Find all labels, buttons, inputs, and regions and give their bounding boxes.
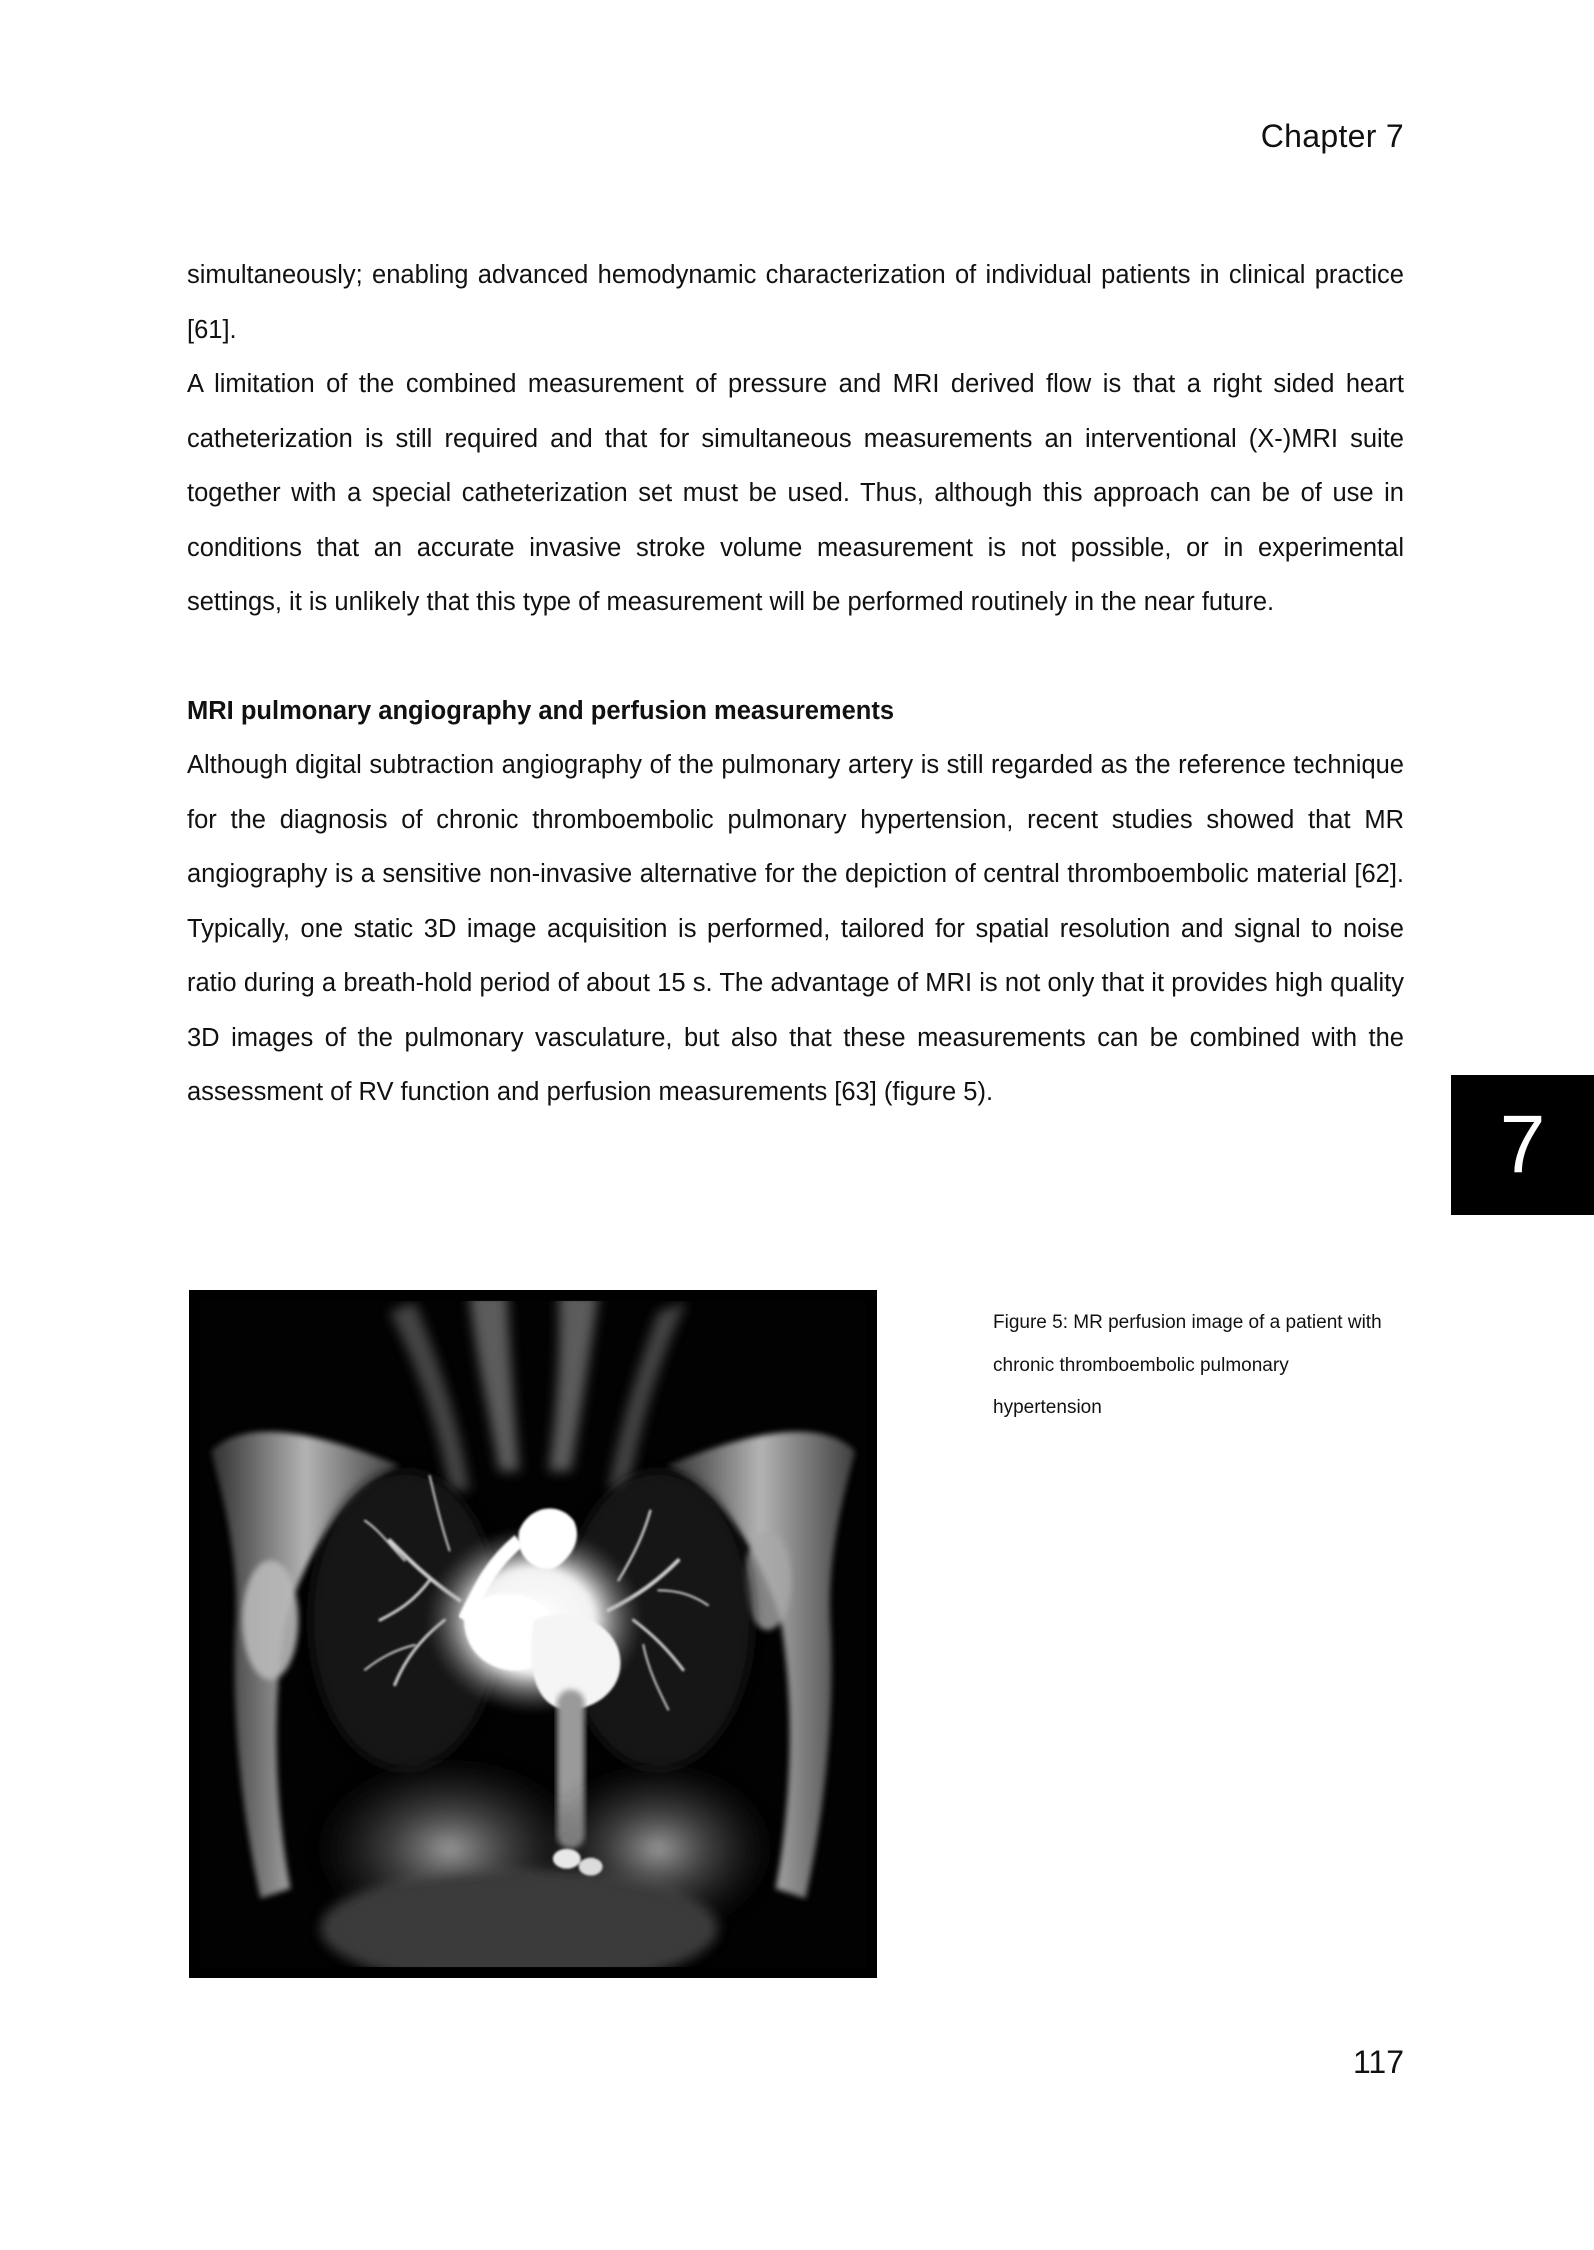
section-heading: MRI pulmonary angiography and perfusion measurements	[187, 696, 895, 725]
paragraph-continuation: simultaneously; enabling advanced hemodynamic characterization of individual patients in clinical practice [61].	[187, 261, 1404, 344]
running-header: Chapter 7	[1260, 118, 1404, 154]
paragraph-limitation: A limitation of the combined measurement of pressure and MRI derived flow is that a right sided heart catheterization is still required and that for simultaneous measurements an interventional (X-)MRI suite together with a special catheterization set must be used. Thus, although this approach can be of use in conditions that an accurate invasive stroke volume measurement is not possible, or in experimental settings, it is unlikely that this type of measurement will be performed routinely in the near future.	[187, 370, 1404, 616]
chapter-thumb-tab: 7	[1451, 1075, 1594, 1215]
page-number: 117	[1352, 2044, 1404, 2080]
paragraph-angiography: Although digital subtraction angiography of the pulmonary artery is still regarded as the reference technique for the diagnosis of chronic thromboembolic pulmonary hypertension, recent studies showed that MR angiography is a sensitive non-invasive alternative for the depiction of central thromboembolic material [62]. Typically, one static 3D image acquisition is performed, tailored for spatial resolution and signal to noise ratio during a breath-hold period of about 15 s. The advantage of MRI is not only that it provides high quality 3D images of the pulmonary vasculature, but also that these measurements can be combined with the assessment of RV function and perfusion measurements [63] (figure 5).	[187, 751, 1404, 1106]
section-spacer	[187, 630, 1404, 684]
mr-perfusion-image	[189, 1290, 877, 1978]
mr-perfusion-illustration	[191, 1292, 875, 1976]
figure-caption: Figure 5: MR perfusion image of a patient with chronic thromboembolic pulmonary hypertension	[993, 1312, 1382, 1418]
main-text	[187, 248, 1404, 1120]
